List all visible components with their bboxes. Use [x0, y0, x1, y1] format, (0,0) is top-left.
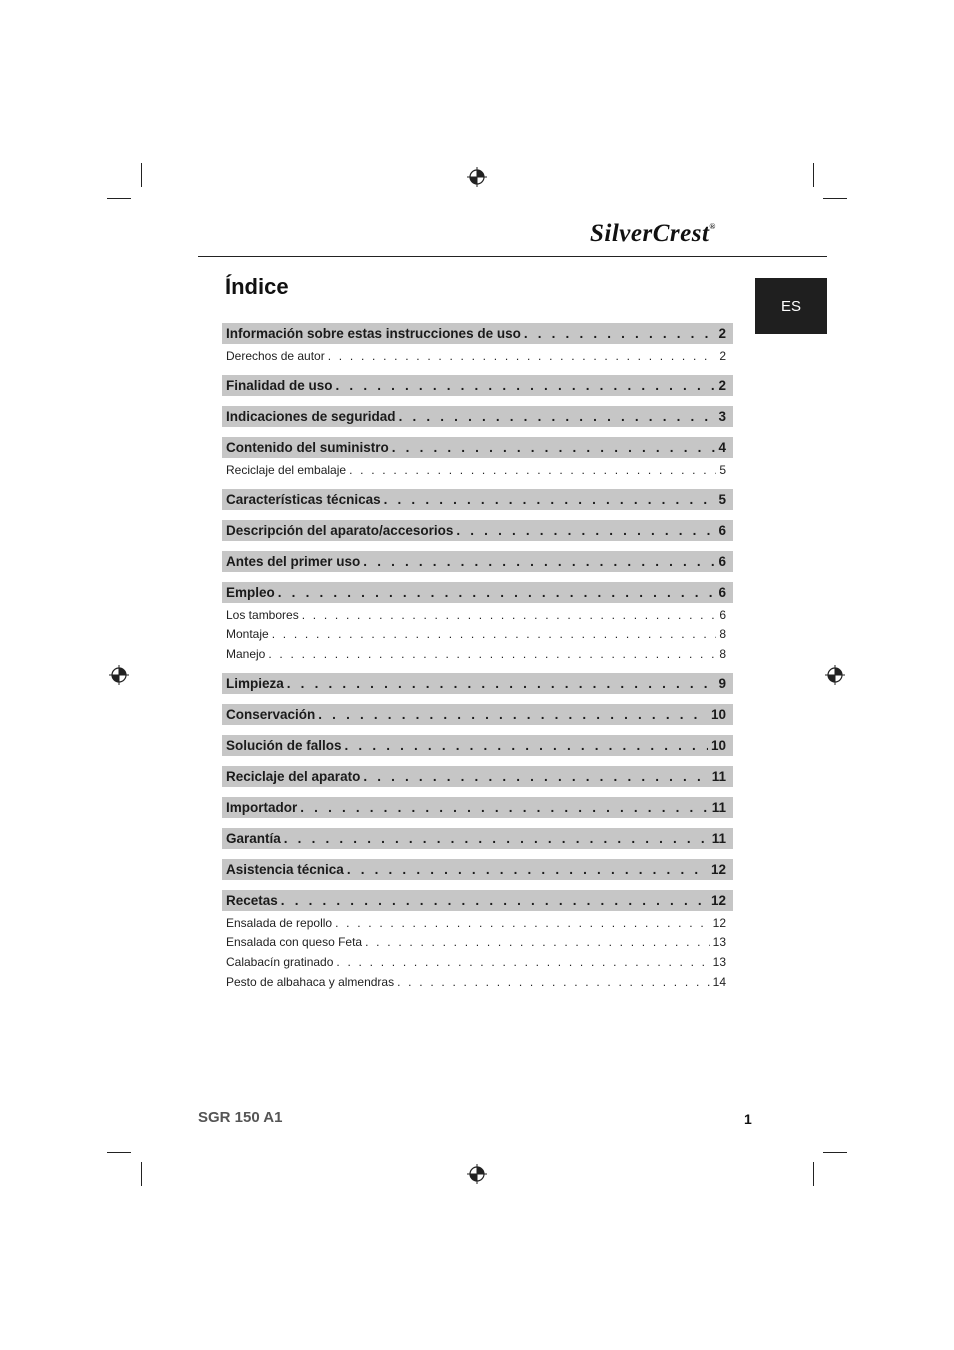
toc-section: [222, 766, 733, 787]
page-title: Índice: [225, 274, 289, 299]
toc-leader-dots: [287, 677, 716, 691]
toc-subsection-title: Los tambores: [226, 607, 299, 622]
crop-mark: [107, 1152, 131, 1153]
toc-subsection-page: 5: [719, 463, 726, 477]
toc-subsection-page: 13: [712, 935, 726, 950]
toc-subsection-title: Montaje: [226, 627, 269, 642]
toc-subsection-title: Pesto de albahaca y almendras: [226, 974, 395, 989]
toc-leader-dots: [336, 379, 716, 393]
toc-section-page: 9: [718, 676, 726, 691]
registration-mark-icon: [467, 1164, 487, 1184]
toc-section: [222, 406, 733, 427]
toc-leader-dots: [284, 832, 709, 846]
brand-name: SilverCrest: [590, 220, 710, 247]
toc-subsection-page: 13: [712, 954, 726, 969]
header-rule: [198, 256, 827, 257]
toc-section-title: Antes del primer uso: [226, 554, 361, 569]
toc-subsection-page: 12: [712, 915, 726, 930]
toc-subsection-title: Derechos de autor: [226, 349, 325, 363]
table-of-contents: [222, 323, 733, 1001]
toc-section-title: Importador: [226, 800, 298, 815]
toc-subsection-title: Calabacín gratinado: [226, 954, 334, 969]
toc-subsection-page: 14: [712, 974, 726, 989]
toc-section-page: 11: [711, 800, 726, 815]
toc-section: [222, 437, 733, 458]
toc-leader-dots: [384, 493, 716, 507]
toc-leader-dots: [345, 739, 708, 753]
toc-section-title: Empleo: [226, 585, 275, 600]
toc-section-page: 2: [718, 326, 726, 341]
toc-leader-dots: [365, 936, 710, 948]
toc-section-title: Finalidad de uso: [226, 378, 333, 393]
toc-section-title: Solución de fallos: [226, 738, 342, 753]
toc-section: [222, 673, 733, 694]
toc-leader-dots: [272, 628, 717, 640]
toc-section: [222, 323, 733, 344]
crop-mark: [141, 163, 142, 187]
toc-section-page: 11: [711, 831, 726, 846]
toc-section-title: Asistencia técnica: [226, 862, 344, 877]
toc-subsection: [222, 605, 733, 625]
toc-leader-dots: [300, 801, 708, 815]
crop-mark: [823, 1152, 847, 1153]
registration-mark-icon: [825, 665, 845, 685]
toc-subsection: [222, 644, 733, 664]
registration-mark-icon: [467, 167, 487, 187]
crop-mark: [813, 163, 814, 187]
toc-section: [222, 582, 733, 603]
toc-section-page: 6: [718, 554, 726, 569]
language-tab: ES: [755, 278, 827, 334]
toc-section-page: 2: [718, 378, 726, 393]
model-number: SGR 150 A1: [198, 1109, 283, 1126]
toc-section: [222, 735, 733, 756]
toc-section-page: 5: [718, 492, 726, 507]
page-number: 1: [744, 1111, 752, 1127]
toc-section-page: 10: [710, 738, 726, 753]
toc-leader-dots: [363, 770, 708, 784]
toc-section-title: Conservación: [226, 707, 316, 722]
toc-leader-dots: [336, 956, 709, 968]
toc-section: [222, 520, 733, 541]
toc-section-page: 3: [718, 409, 726, 424]
toc-section-page: 6: [718, 585, 726, 600]
toc-leader-dots: [397, 976, 710, 988]
toc-subsection-title: Manejo: [226, 647, 266, 661]
toc-subsection: [222, 460, 733, 480]
toc-section-title: Información sobre estas instrucciones de uso: [226, 326, 521, 341]
toc-section: [222, 375, 733, 396]
toc-subsection: [222, 913, 733, 933]
toc-subsection-title: Reciclaje del embalaje: [226, 463, 347, 477]
crop-mark: [141, 1162, 142, 1186]
toc-leader-dots: [399, 410, 716, 424]
toc-section-page: 4: [718, 440, 726, 455]
toc-section: [222, 551, 733, 572]
toc-subsection: [222, 972, 733, 992]
toc-leader-dots: [302, 609, 717, 621]
crop-mark: [823, 198, 847, 199]
toc-section: [222, 489, 733, 510]
toc-subsection-page: 8: [719, 627, 726, 642]
toc-section-page: 6: [718, 523, 726, 538]
toc-section-page: 12: [710, 862, 726, 877]
crop-mark: [107, 198, 131, 199]
toc-subsection: [222, 625, 733, 645]
toc-subsection: [222, 933, 733, 953]
toc-section-title: Limpieza: [226, 676, 284, 691]
toc-leader-dots: [392, 441, 716, 455]
toc-leader-dots: [524, 327, 716, 341]
toc-section-title: Reciclaje del aparato: [226, 769, 361, 784]
toc-subsection-page: 2: [719, 349, 726, 363]
toc-leader-dots: [328, 350, 717, 362]
toc-leader-dots: [456, 524, 715, 538]
toc-leader-dots: [318, 708, 708, 722]
toc-subsection-title: Ensalada con queso Feta: [226, 935, 363, 950]
registration-mark-icon: [109, 665, 129, 685]
toc-subsection-title: Ensalada de repollo: [226, 915, 333, 930]
toc-subsection: [222, 346, 733, 366]
toc-section: [222, 890, 733, 911]
toc-section-page: 10: [710, 707, 726, 722]
toc-section-title: Recetas: [226, 893, 278, 908]
toc-section-page: 12: [710, 893, 726, 908]
toc-leader-dots: [363, 555, 715, 569]
brand-logo: [590, 220, 750, 248]
toc-leader-dots: [347, 863, 708, 877]
toc-section-title: Garantía: [226, 831, 281, 846]
toc-section: [222, 859, 733, 880]
toc-leader-dots: [335, 917, 710, 929]
toc-section-title: Características técnicas: [226, 492, 381, 507]
toc-section-page: 11: [711, 769, 726, 784]
toc-section-title: Indicaciones de seguridad: [226, 409, 396, 424]
toc-subsection: [222, 952, 733, 972]
toc-section: [222, 828, 733, 849]
toc-leader-dots: [281, 894, 708, 908]
toc-leader-dots: [349, 464, 716, 476]
crop-mark: [813, 1162, 814, 1186]
toc-section-title: Descripción del aparato/accesorios: [226, 523, 454, 538]
toc-section: [222, 797, 733, 818]
toc-leader-dots: [278, 586, 716, 600]
toc-leader-dots: [268, 648, 716, 660]
toc-subsection-page: 6: [719, 607, 726, 622]
toc-subsection-page: 8: [719, 647, 726, 661]
toc-section-title: Contenido del suministro: [226, 440, 389, 455]
toc-section: [222, 704, 733, 725]
registered-mark: ®: [709, 222, 716, 231]
